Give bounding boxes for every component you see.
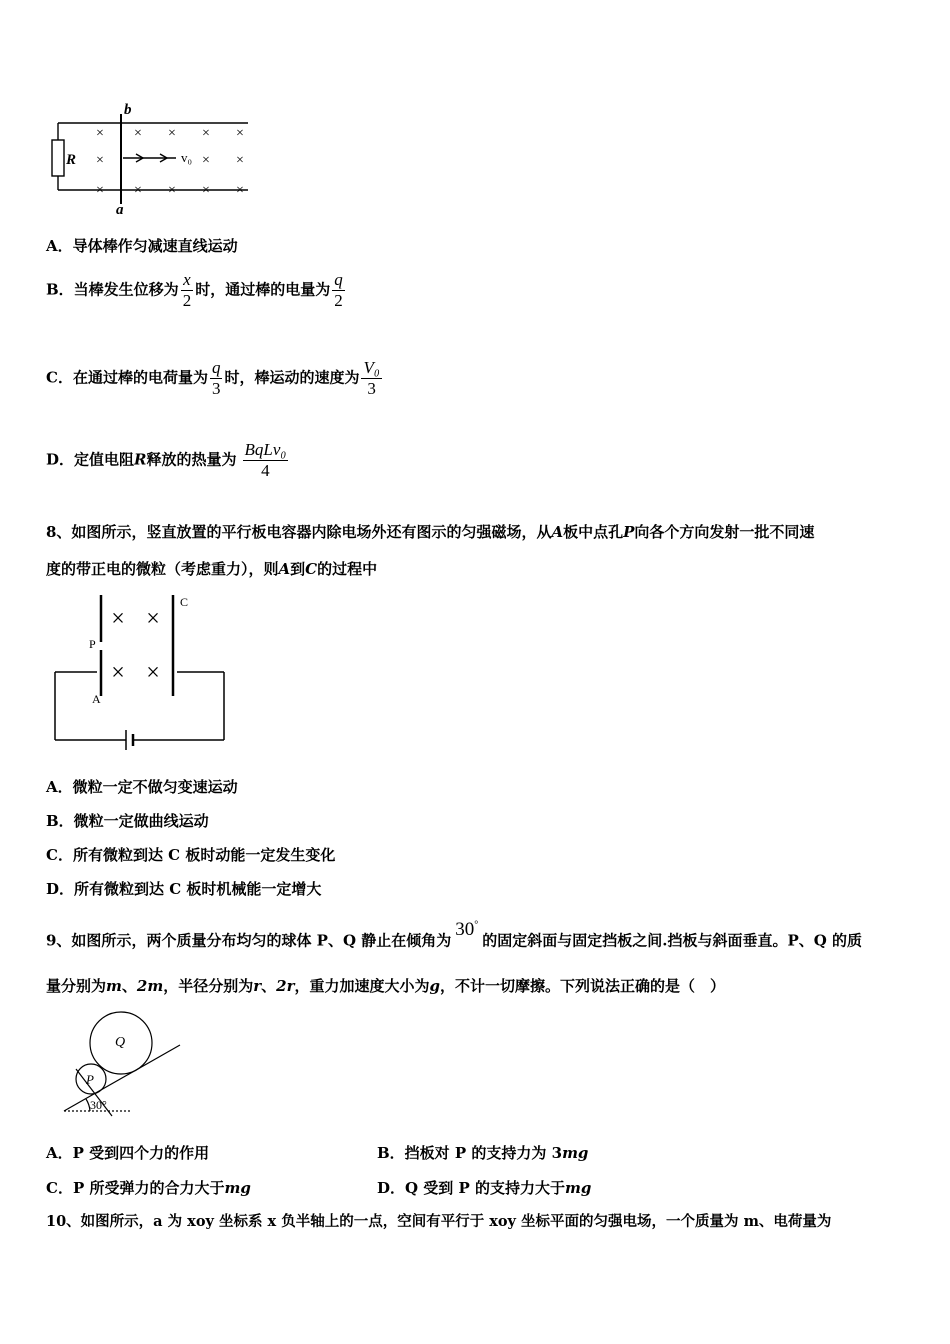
q7-label-b: b: [124, 102, 132, 118]
svg-text:×: ×: [202, 153, 210, 168]
svg-text:×: ×: [96, 153, 104, 168]
fraction: $\frac{\text{BqLv₀}}{4}$: [244, 440, 287, 480]
svg-text:×: ×: [111, 660, 125, 686]
fraction: $\frac{q}{3}$: [211, 358, 221, 398]
svg-text:×: ×: [146, 660, 160, 686]
q8-option-a: A．微粒一定不做匀变速运动: [46, 778, 238, 796]
q7-option-d: D．定值电阻R释放的热量为 $\frac{\text{BqLv₀}}{4}$: [46, 440, 287, 480]
q8-label-C: C: [180, 595, 189, 609]
q7-label-v0: v₀: [181, 150, 193, 165]
q8-label-P: P: [89, 637, 96, 651]
q9-stem-line1: 9、如图所示，两个质量分布均匀的球体 P、Q 静止在倾角为 30°的固定斜面与固定挡板之间.挡板与斜面垂直。P、Q 的质: [46, 919, 863, 950]
q8-label-A: A: [92, 692, 101, 706]
fraction: $\frac{\text{V₀}}{3}$: [363, 358, 380, 398]
q7-option-b: B．当棒发生位移为 $\frac{x}{2}$ 时，通过棒的电量为 $\frac{q}{2}$: [46, 270, 343, 310]
q8-stem-line1: 8、如图所示，竖直放置的平行板电容器内除电场外还有图示的匀强磁场，从A板中点孔P向各个方向发射一批不同速: [46, 523, 815, 541]
svg-text:×: ×: [168, 183, 176, 198]
fraction: $\frac{x}{2}$: [182, 270, 192, 310]
q7-field-cross: ×: [96, 126, 104, 141]
q9-incline-figure: [50, 1008, 185, 1118]
q7-label-a: a: [116, 202, 124, 218]
fraction: $\frac{q}{2}$: [334, 270, 343, 310]
q9-stem-line2: 量分别为m、2m，半径分别为r、2r，重力加速度大小为g，不计一切摩擦。下列说法正确的是（ ）: [46, 977, 726, 995]
svg-text:×: ×: [236, 183, 244, 198]
q8-option-c: C．所有微粒到达 C 板时动能一定发生变化: [46, 846, 336, 864]
q7-option-c: C．在通过棒的电荷量为 $\frac{q}{3}$ 时，棒运动的速度为 $\frac{\text{V₀}}{3}$: [46, 358, 380, 398]
svg-text:×: ×: [168, 126, 176, 141]
q9-label-angle: 30°: [90, 1098, 107, 1112]
q8-option-b: B．微粒一定做曲线运动: [46, 812, 209, 830]
q8-capacitor-figure: [50, 590, 232, 752]
q7-option-a: A．导体棒作匀减速直线运动: [46, 237, 238, 255]
q8-field-cross: ×: [111, 606, 125, 632]
q7-label-R: R: [66, 152, 77, 168]
q10-stem-line1: 10、如图所示，a 为 xoy 坐标系 x 负半轴上的一点，空间有平行于 xoy 坐标平面的匀强电场，一个质量为 m、电荷量为: [46, 1213, 832, 1230]
svg-text:×: ×: [202, 126, 210, 141]
svg-text:×: ×: [202, 183, 210, 198]
svg-text:×: ×: [146, 606, 160, 632]
q7-rail-figure: [48, 100, 258, 220]
svg-text:×: ×: [96, 183, 104, 198]
q8-stem-line2: 度的带正电的微粒（考虑重力），则A到C的过程中: [46, 560, 378, 578]
svg-text:×: ×: [236, 153, 244, 168]
svg-text:×: ×: [134, 126, 142, 141]
q9-option-a: A．P 受到四个力的作用: [46, 1144, 210, 1162]
q9-option-c: C．P 所受弹力的合力大于mg: [46, 1179, 251, 1197]
q9-label-Q: Q: [115, 1035, 126, 1050]
angle-value: 30°: [455, 919, 479, 941]
q9-option-b: B．挡板对 P 的支持力为 3mg: [377, 1144, 589, 1162]
q9-option-d: D．Q 受到 P 的支持力大于mg: [377, 1179, 592, 1197]
q9-label-P: P: [86, 1072, 94, 1087]
q8-option-d: D．所有微粒到达 C 板时机械能一定增大: [46, 880, 322, 898]
svg-text:×: ×: [236, 126, 244, 141]
svg-text:×: ×: [134, 183, 142, 198]
